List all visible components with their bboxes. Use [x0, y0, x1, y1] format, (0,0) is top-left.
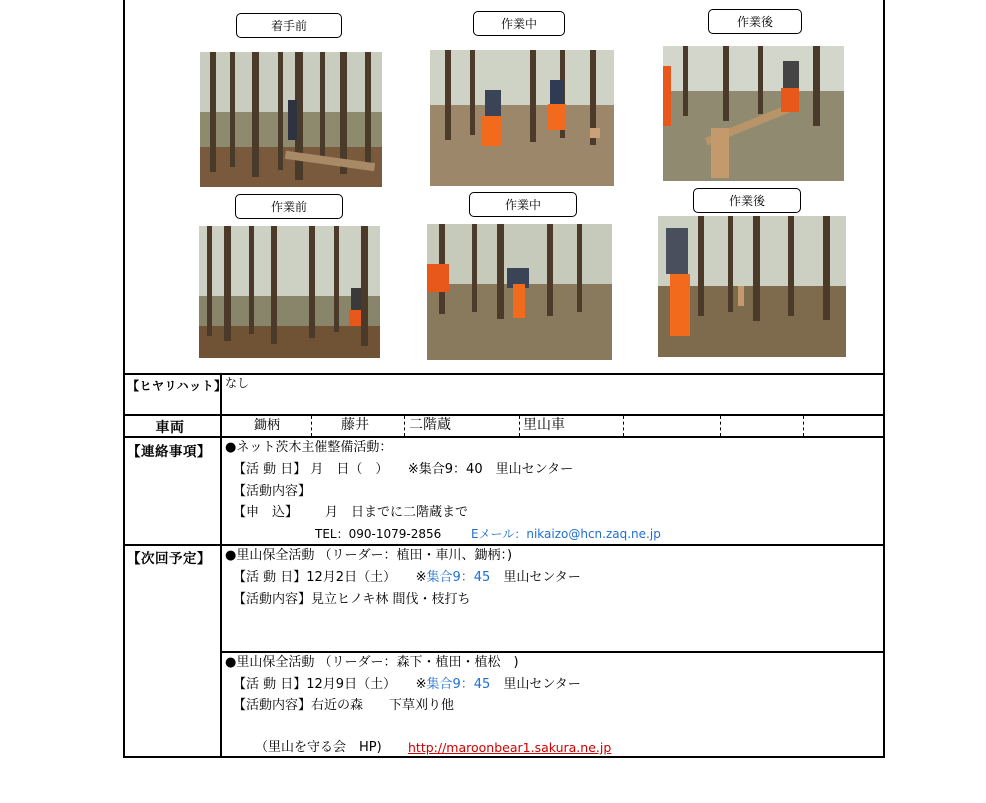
vehicle-divider	[623, 416, 624, 436]
renraku-date: 【活 動 日】 月 日（ ） ※集合9：40 里山センター	[233, 462, 574, 477]
renraku-content: 【活動内容】	[233, 484, 312, 499]
event2-content: 【活動内容】右近の森 下草刈り他	[233, 698, 455, 713]
vehicle-driver-1: 鋤柄	[254, 418, 281, 433]
jikai-label: 【次回予定】	[127, 551, 211, 567]
vehicle-driver-2: 藤井	[341, 417, 369, 433]
vehicle-label: 車両	[155, 420, 185, 436]
event1-date-prefix: 【活 動 日】12月2日（土） ※	[233, 570, 427, 585]
rule-label-column	[220, 373, 222, 758]
renraku-email: Eメール：nikaizo@hcn.zaq.ne.jp	[471, 527, 661, 541]
renraku-apply-label: 【申 込】	[233, 505, 299, 520]
event2-date	[233, 674, 581, 695]
event1-date	[233, 567, 581, 588]
homepage-link[interactable]: http://maroonbear1.sakura.ne.jp	[408, 740, 612, 755]
vehicle-divider	[803, 416, 804, 436]
photo-caption-working-2: 作業中	[469, 192, 577, 217]
photo-forest-before	[199, 226, 380, 358]
photo-caption-after-2: 作業後	[693, 188, 801, 213]
photo-forest-before-start	[200, 52, 382, 187]
renraku-apply-text: 月 日までに二階蔵まで	[325, 505, 469, 520]
photo-caption-working-1: 作業中	[473, 11, 565, 36]
renraku-label: 【連絡事項】	[127, 444, 211, 460]
vehicle-divider	[311, 416, 312, 436]
event2-place: 里山センター	[503, 677, 581, 692]
photo-forest-after-2	[658, 216, 846, 357]
event1-place: 里山センター	[503, 570, 581, 585]
photo-forest-after-1	[663, 46, 844, 181]
vehicle-divider	[404, 416, 405, 436]
homepage-label: （里山を守る会 HP)	[255, 740, 382, 755]
event2-assembly: 集合9：45	[426, 677, 491, 692]
photo-caption-after-1: 作業後	[708, 9, 802, 34]
vehicle-driver-3: 二階蔵	[409, 417, 451, 433]
photo-caption-before-start: 着手前	[236, 13, 342, 38]
vehicle-divider	[720, 416, 721, 436]
photo-caption-before: 作業前	[235, 194, 343, 219]
event1-title: ●里山保全活動 （リーダー：植田・車川、鋤柄：)	[225, 548, 513, 563]
hiyari-label: 【ヒヤリハット】	[127, 379, 227, 393]
hiyari-value: なし	[225, 376, 250, 390]
photo-forest-working-2	[427, 224, 612, 360]
event1-assembly: 集合9：45	[426, 570, 491, 585]
event2-title: ●里山保全活動 （リーダー：森下・植田・植松 )	[225, 655, 519, 670]
event1-content: 【活動内容】見立ヒノキ林 間伐・枝打ち	[233, 592, 471, 607]
renraku-tel: TEL：090-1079-2856	[315, 527, 442, 541]
photo-forest-working-1	[430, 50, 614, 186]
renraku-title: ●ネット茨木主催整備活動：	[225, 440, 393, 455]
vehicle-divider	[519, 416, 520, 436]
vehicle-driver-4: 里山車	[523, 417, 565, 433]
report-sheet	[123, 0, 885, 758]
event2-date-prefix: 【活 動 日】12月9日（土） ※	[233, 677, 427, 692]
rule-vehicle-top	[125, 414, 883, 416]
